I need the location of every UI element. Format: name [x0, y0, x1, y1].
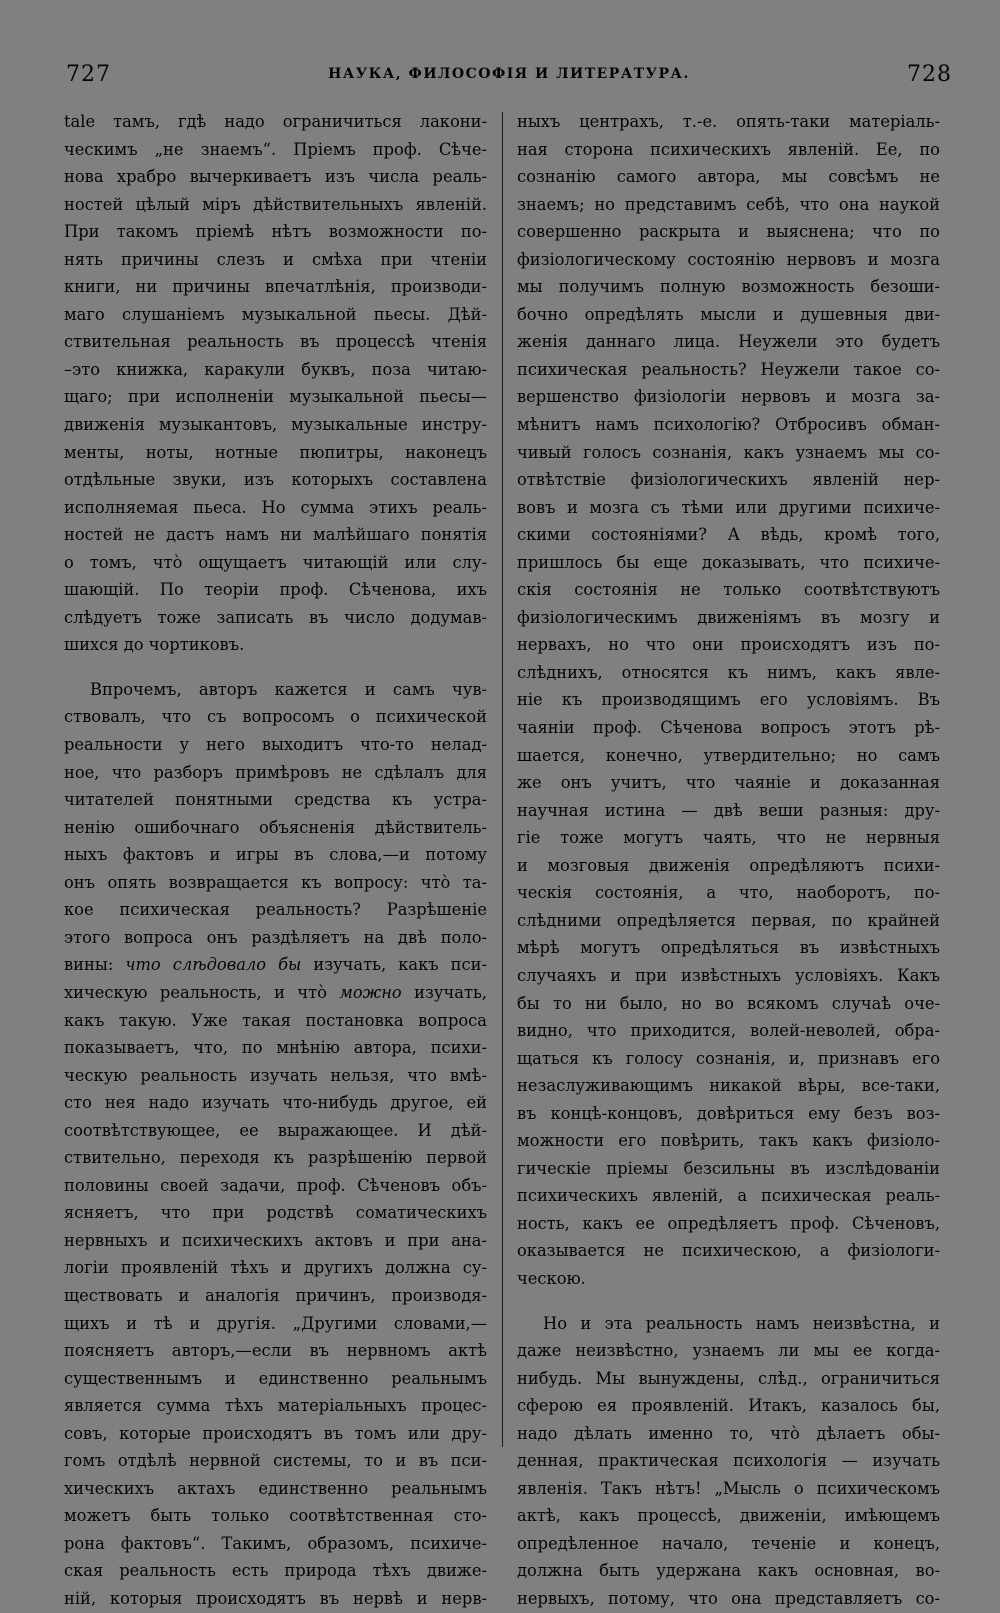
text-line: совершенно раскрыта и выяснена; что по — [517, 222, 940, 242]
text-line: скія состоянія не только соотвѣтствуютъ — [517, 580, 940, 600]
text-line: является сумма тѣхъ матеріальныхъ процес- — [64, 1396, 487, 1416]
text-line: этого вопроса онъ раздѣляетъ на двѣ поло- — [64, 927, 487, 947]
text-line: нервныхъ и психическихъ актовъ и при ана- — [64, 1230, 487, 1250]
text-line: гомъ отдѣлѣ нервной системы, то и въ пси- — [64, 1451, 487, 1471]
text-line: бы то ни было, но во всякомъ случаѣ оче- — [517, 993, 940, 1013]
text-line: ческую реальность изучать нельзя, что вмѣ- — [64, 1065, 487, 1085]
text-line: незаслуживающимъ никакой вѣры, все-таки, — [517, 1076, 940, 1096]
text-line: реальности у него выходитъ что-то нелад- — [64, 735, 487, 755]
text-line: даже неизвѣстно, узнаемъ ли мы ее когда- — [517, 1341, 940, 1361]
text-line: ская реальность есть природа тѣхъ движе- — [64, 1561, 487, 1581]
text-line: явленія. Такъ нѣтъ! „Мысль о психическомъ — [517, 1478, 940, 1498]
text-line: ность, какъ ее опредѣляетъ проф. Сѣченовъ, — [517, 1213, 940, 1233]
italic-text-run: можно — [339, 982, 402, 1002]
text-line: отдѣльные звуки, изъ которыхъ составлена — [64, 470, 487, 490]
text-line: ствительно, переходя къ разрѣшенію первой — [64, 1148, 487, 1168]
text-line: поясняетъ авторъ,—если въ нервномъ актѣ — [64, 1341, 487, 1361]
text-line: показываетъ, что, по мнѣнію автора, психи- — [64, 1038, 487, 1058]
text-line: соотвѣтствующее, ее выражающее. И дѣй- — [64, 1120, 487, 1140]
text-line: гическіе пріемы безсильны въ изслѣдованіи — [517, 1158, 940, 1178]
text-line: слѣдуетъ тоже записать въ число додумав- — [64, 607, 487, 627]
text-line: мы получимъ полную возможность безоши- — [517, 277, 940, 297]
text-line: въ концѣ-концовъ, довѣриться ему безъ воз- — [517, 1103, 940, 1123]
text-line: слѣднихъ, относятся къ нимъ, какъ явле- — [517, 662, 940, 682]
text-line: ныхъ центрахъ, т.-е. опять-таки матеріаль- — [517, 112, 940, 131]
text-line: чивый голосъ сознанія, какъ узнаемъ мы со- — [517, 442, 940, 462]
text-line: шающій. По теоріи проф. Сѣченова, ихъ — [64, 580, 487, 600]
text-line: кое психическая реальность? Разрѣшеніе — [64, 900, 487, 920]
text-line: ческія состоянія, а что, наоборотъ, по- — [517, 883, 940, 903]
text-line — [64, 979, 487, 1007]
text-line: отвѣтствіе физіологическихъ явленій нер- — [517, 470, 940, 490]
text-line: щаго; при исполненіи музыкальной пьесы— — [64, 387, 487, 407]
column-divider — [502, 112, 503, 1447]
text-line: существеннымъ и единственно реальнымъ — [64, 1368, 487, 1388]
text-line: нова храбро вычеркиваетъ изъ числа реаль- — [64, 167, 487, 187]
text-line: ностей цѣлый міръ дѣйствительныхъ явленій. — [64, 194, 487, 214]
text-line: о томъ, что̀ ощущаетъ читающій или слу- — [64, 552, 487, 572]
text-run: вины: — [64, 955, 126, 975]
text-line: tale тамъ, гдѣ надо ограничиться лакони- — [64, 112, 487, 131]
text-line: ній, которыя происходятъ въ нервѣ и нерв- — [64, 1588, 487, 1608]
text-line: случаяхъ и при извѣстныхъ условіяхъ. Какъ — [517, 965, 940, 985]
text-line: ческимъ „не знаемъ“. Пріемъ проф. Сѣче- — [64, 139, 487, 159]
text-line: ческою. — [517, 1268, 586, 1288]
text-line: оказывается не психическою, а физіологи- — [517, 1241, 940, 1261]
text-line: ненію ошибочнаго объясненія дѣйствитель- — [64, 817, 487, 837]
text-line: опредѣленное начало, теченіе и конецъ, — [517, 1533, 940, 1553]
italic-text-run: что слѣдовало бы — [125, 955, 302, 975]
text-line: нервахъ, но что они происходятъ изъ по- — [517, 635, 940, 655]
text-line: При такомъ пріемѣ нѣтъ возможности по- — [64, 222, 487, 242]
text-line: движенія музыкантовъ, музыкальные инстру- — [64, 415, 487, 435]
text-line: щихъ и тѣ и другія. „Другими словами,— — [64, 1313, 487, 1333]
text-run: изучать, какъ пси- — [301, 955, 487, 975]
text-line: актѣ, какъ процессѣ, движеніи, имѣющемъ — [517, 1506, 940, 1526]
text-run: изучать, — [401, 982, 487, 1002]
text-line: психическая реальность? Неужели такое со- — [517, 359, 940, 379]
text-line: какъ такую. Уже такая постановка вопроса — [64, 1010, 487, 1030]
text-line: же онъ учитъ, что чаяніе и доказанная — [517, 773, 940, 793]
text-line: ствительная реальность въ процессѣ чтенія — [64, 332, 487, 352]
text-line: чаяніи проф. Сѣченова вопросъ этотъ рѣ- — [517, 718, 940, 738]
page-header — [66, 58, 952, 90]
text-line: читателей понятными средства къ устра- — [64, 790, 487, 810]
text-line: нять причины слезъ и смѣха при чтеніи — [64, 249, 487, 269]
text-line: ное, что разборъ примѣровъ не сдѣлалъ для — [64, 762, 487, 782]
running-title: НАУКА, ФИЛОСОФІЯ И ЛИТЕРАТУРА. — [328, 66, 690, 82]
left-page-number: 727 — [66, 61, 111, 87]
paragraph-gap — [517, 1293, 940, 1310]
text-line: хическихъ актахъ единственно реальнымъ — [64, 1478, 487, 1498]
text-line: исполняемая пьеса. Но сумма этихъ реаль- — [64, 497, 487, 517]
text-line: можности его повѣрить, такъ какъ физіоло- — [517, 1131, 940, 1151]
text-line: сто нея надо изучать что-нибудь другое, ей — [64, 1093, 487, 1113]
text-line: книги, ни причины впечатлѣнія, производи- — [64, 277, 487, 297]
text-line: психическихъ явленій, а психическая реаль- — [517, 1186, 940, 1206]
text-line: сферою ея проявленій. Итакъ, казалось бы, — [517, 1396, 940, 1416]
text-line: физіологическимъ движеніямъ въ мозгу и — [517, 607, 940, 627]
text-line: можетъ быть только соотвѣтственная сто- — [64, 1506, 487, 1526]
text-line: ныхъ фактовъ и игры въ слова,—и потому — [64, 845, 487, 865]
text-line: онъ опять возвращается къ вопросу: что̀ та- — [64, 872, 487, 892]
text-run: хическую реальность, и что̀ — [64, 982, 340, 1002]
text-line: менты, ноты, нотные пюпитры, наконецъ — [64, 442, 487, 462]
text-line: гіе тоже могутъ чаять, что не нервныя — [517, 828, 940, 848]
text-line: бочно опредѣлять мысли и душевныя дви- — [517, 304, 940, 324]
text-line: вершенство физіологіи нервовъ и мозга за- — [517, 387, 940, 407]
text-line: нибудь. Мы вынуждены, слѣд., ограничиться — [517, 1368, 940, 1388]
text-line: ностей не дастъ намъ ни малѣйшаго понятія — [64, 525, 487, 545]
text-line: половины своей задачи, проф. Сѣченовъ объ- — [64, 1175, 487, 1195]
text-line: надо дѣлать именно то, что̀ дѣлаетъ обы- — [517, 1423, 940, 1443]
right-page-number: 728 — [906, 61, 952, 87]
text-line: ществовать и аналогія причинъ, производя- — [64, 1285, 487, 1305]
text-line: денная, практическая психологія — изучать — [517, 1451, 940, 1471]
text-line: сознанію самого автора, мы совсѣмъ не — [517, 167, 940, 187]
text-line: скими состояніями? А вѣдь, кромѣ того, — [517, 525, 940, 545]
text-line: физіологическому состоянію нервовъ и мозга — [517, 249, 940, 269]
text-line: –это книжка, каракули буквъ, поза читаю- — [64, 359, 487, 379]
paragraph-gap — [64, 659, 487, 676]
text-line: вовъ и мозга съ тѣми или другими психиче- — [517, 497, 940, 517]
text-line: мѣрѣ могутъ опредѣляться въ извѣстныхъ — [517, 938, 940, 958]
text-line: слѣдними опредѣляется первая, по крайней — [517, 910, 940, 930]
right-column — [517, 108, 940, 1613]
text-line: ствовалъ, что съ вопросомъ о психической — [64, 707, 487, 727]
text-line: женія даннаго лица. Неужели это будетъ — [517, 332, 940, 352]
text-line — [64, 951, 487, 979]
text-line: ясняетъ, что при родствѣ соматическихъ — [64, 1203, 487, 1223]
left-column — [64, 108, 487, 1613]
text-line: шихся до чортиковъ. — [64, 635, 245, 655]
text-line: Впрочемъ, авторъ кажется и самъ чув- — [90, 679, 487, 699]
text-line: и мозговыя движенія опредѣляютъ психи- — [517, 855, 940, 875]
text-line: ная сторона психическихъ явленій. Ее, по — [517, 139, 940, 159]
text-line: логіи проявленій тѣхъ и другихъ должна су- — [64, 1258, 487, 1278]
text-line: должна быть удержана какъ основная, во- — [517, 1561, 940, 1581]
text-line: совъ, которые происходятъ въ томъ или дру- — [64, 1423, 487, 1443]
text-line: маго слушаніемъ музыкальной пьесы. Дѣй- — [64, 304, 487, 324]
text-line: видно, что приходится, волей-неволей, обра- — [517, 1021, 940, 1041]
text-line: мѣнитъ намъ психологію? Отбросивъ обман- — [517, 415, 940, 435]
text-line: знаемъ; но представимъ себѣ, что она наукой — [517, 194, 940, 214]
text-line: научная истина — двѣ веши разныя: дру- — [517, 800, 940, 820]
text-line: шается, конечно, утвердительно; но самъ — [517, 745, 940, 765]
text-line: нервыхъ, потому, что она представляетъ со- — [517, 1588, 940, 1608]
text-line: ніе къ производящимъ его условіямъ. Въ — [517, 690, 940, 710]
text-line: щаться къ голосу сознанія, и, признавъ его — [517, 1048, 940, 1068]
text-line: пришлось бы еще доказывать, что психиче- — [517, 552, 940, 572]
text-line: рона фактовъ“. Такимъ, образомъ, психиче- — [64, 1533, 487, 1553]
text-line: Но и эта реальность намъ неизвѣстна, и — [543, 1313, 940, 1333]
